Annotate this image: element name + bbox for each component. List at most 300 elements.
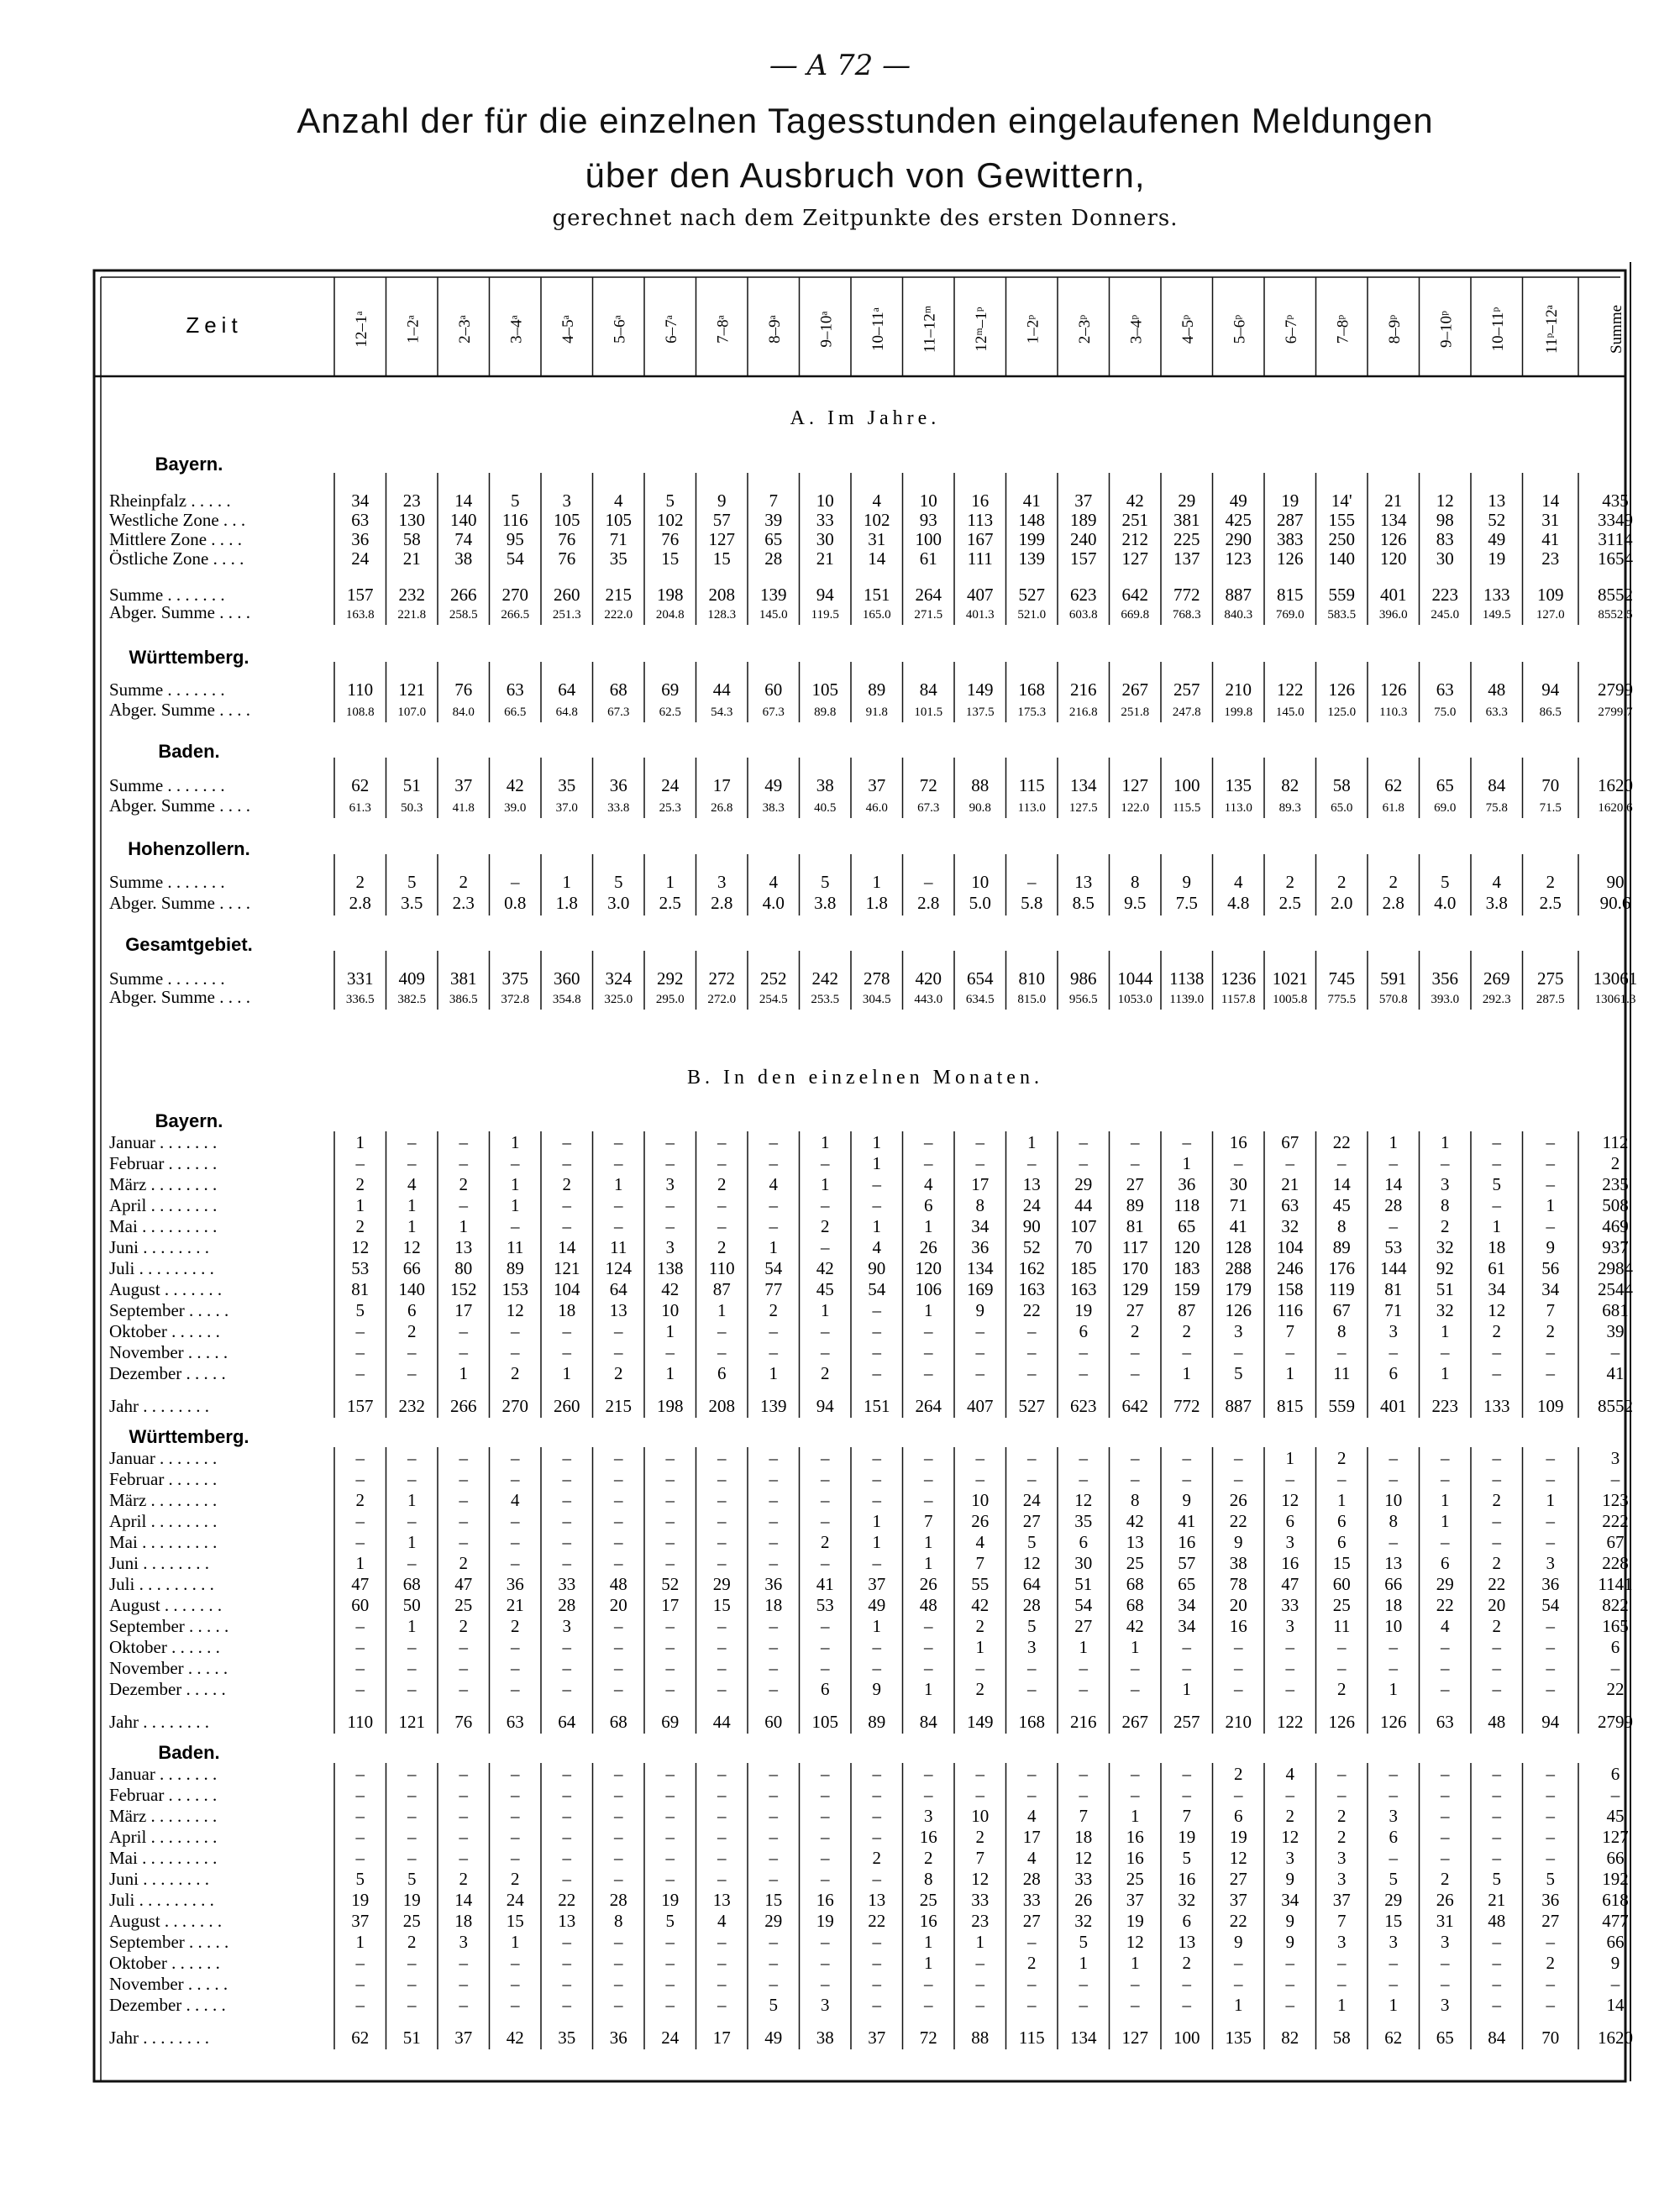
table-cell: 52 [661,1574,680,1594]
table-cell: 375 [501,968,528,989]
table-cell: 1 [511,1174,520,1194]
table-cell: 37 [868,2028,886,2048]
table-cell: 443.0 [914,993,943,1006]
table-cell: 1 [355,1132,365,1152]
table-cell: 264 [915,585,942,605]
table-cell: 41 [1178,1511,1196,1531]
table-cell: 149.5 [1482,608,1511,622]
table-cell: – [975,1658,984,1678]
table-cell: – [562,1448,571,1468]
table-cell: 5 [1079,1932,1088,1952]
table-cell: – [821,1785,830,1805]
table-cell: 642 [1121,1396,1148,1416]
table-cell: 32 [1436,1237,1454,1257]
table-cell: – [1182,1469,1191,1489]
column-header: 9–10ᵃ [817,311,836,348]
table-cell: 39 [1606,1321,1625,1341]
table-cell: 2 [1441,1216,1450,1236]
table-cell: 1 [821,1174,830,1194]
table-cell: 5 [1492,1174,1501,1194]
row-label: Oktober . . . . . . [109,1637,220,1657]
table-cell: 165 [1602,1616,1629,1636]
table-cell: – [924,1342,933,1362]
column-header: 11–12ᵐ [921,305,939,354]
table-cell: – [975,1785,984,1805]
table-cell: 4 [614,491,623,511]
table-cell: 95 [506,529,524,549]
row-label: November . . . . . [109,1342,228,1362]
table-cell: – [1182,1764,1191,1784]
table-cell: 3 [459,1932,468,1952]
table-cell: 62 [1384,2028,1403,2048]
table-cell: 212 [1121,529,1148,549]
table-cell: – [614,1679,623,1699]
table-cell: – [511,872,520,892]
table-cell: 33 [816,510,834,530]
table-cell: 34 [351,491,370,511]
table-cell: 25.3 [659,801,681,815]
table-cell: 88 [971,775,990,795]
table-cell: 37 [1074,491,1093,511]
table-cell: 4 [1492,872,1501,892]
table-cell: – [1234,1785,1243,1805]
table-cell: – [562,1342,571,1362]
table-cell: – [975,1342,984,1362]
row-label: Oktober . . . . . . [109,1321,220,1341]
table-cell: – [614,1448,623,1468]
table-cell: – [1337,1953,1347,1973]
table-cell: 508 [1602,1195,1629,1215]
table-cell: 18 [1488,1237,1506,1257]
table-cell: – [1492,1658,1501,1678]
table-cell: 89 [506,1258,524,1278]
table-cell: – [614,1974,623,1994]
table-cell: – [1546,1342,1555,1362]
table-cell: – [1182,1974,1191,1994]
table-cell: 2.0 [1331,893,1353,913]
table-cell: 9 [1610,1953,1620,1973]
table-cell: 1 [665,1363,675,1383]
table-cell: 266 [450,1396,477,1416]
table-cell: 6 [1337,1532,1347,1552]
table-cell: – [717,1974,727,1994]
table-cell: – [1285,1995,1294,2015]
table-cell: – [614,1342,623,1362]
table-cell: – [1027,1342,1037,1362]
table-cell: 67 [1606,1532,1625,1552]
table-cell: – [1546,1153,1555,1173]
table-cell: 336.5 [345,993,375,1006]
table-cell: – [1492,1679,1501,1699]
table-cell: 24 [351,548,370,569]
table-cell: – [407,1448,417,1468]
table-cell: – [1234,1342,1243,1362]
table-cell: – [1131,1469,1140,1489]
table-cell: 210 [1225,1712,1252,1732]
table-cell: – [1492,1932,1501,1952]
table-cell: – [459,1764,468,1784]
table-cell: 145.0 [1275,706,1305,719]
table-cell: – [562,1785,571,1805]
table-cell: 127.0 [1536,608,1565,622]
table-cell: – [924,1321,933,1341]
table-cell: 2 [1389,872,1398,892]
table-cell: – [1441,1448,1450,1468]
table-cell: – [975,1321,984,1341]
table-cell: 19 [816,1911,834,1931]
table-cell: 36 [1541,1574,1560,1594]
table-cell: 27 [1022,1911,1041,1931]
table-cell: – [1027,1363,1037,1383]
table-cell: 106 [915,1279,942,1299]
table-cell: 37 [868,1574,886,1594]
table-cell: 1 [717,1300,727,1320]
table-cell: 170 [1121,1258,1148,1278]
table-cell: 1 [1441,1132,1450,1152]
table-cell: 84 [1488,775,1506,795]
table-cell: 27 [1022,1511,1041,1531]
table-cell: 45 [1332,1195,1351,1215]
table-cell: – [562,1679,571,1699]
table-cell: – [1546,1785,1555,1805]
table-cell: 36 [764,1574,783,1594]
part-b-title: B. In den einzelnen Monaten. [687,1067,1043,1089]
table-cell: – [717,1785,727,1805]
table-cell: 8 [1441,1195,1450,1215]
table-cell: – [1546,1448,1555,1468]
table-cell: 16 [816,1890,834,1910]
table-cell: 772 [1173,1396,1200,1416]
table-cell: 2.8 [1382,893,1404,913]
table-cell: 36 [1541,1890,1560,1910]
table-cell: 90 [1022,1216,1041,1236]
table-cell: 63 [506,1712,524,1732]
table-cell: 7 [1546,1300,1555,1320]
table-cell: – [665,1342,675,1362]
table-cell: 2984 [1598,1258,1633,1278]
table-cell: 5 [1492,1869,1501,1889]
table-cell: 128.3 [707,608,737,622]
table-cell: 44 [712,1712,731,1732]
table-cell: – [355,1469,365,1489]
table-cell: 53 [816,1595,834,1615]
table-cell: 35 [558,2028,576,2048]
table-cell: – [407,1806,417,1826]
table-cell: 26 [971,1511,990,1531]
table-cell: 23 [1541,548,1560,569]
table-cell: 23 [402,491,421,511]
table-cell: 1 [355,1553,365,1573]
table-cell: – [1441,1806,1450,1826]
table-cell: 3 [1337,1932,1347,1952]
table-cell: 654 [967,968,994,989]
table-cell: – [1285,1658,1294,1678]
table-cell: – [1337,1785,1347,1805]
table-cell: – [1027,872,1037,892]
table-cell: 5 [1389,1869,1398,1889]
table-cell: 4 [1027,1848,1037,1868]
table-cell: – [562,1658,571,1678]
table-cell: 9 [1546,1237,1555,1257]
table-cell: 5 [614,872,623,892]
table-cell: 8 [1389,1511,1398,1531]
table-cell: 126 [1380,529,1407,549]
table-cell: 14 [1541,491,1560,511]
table-cell: 1236 [1221,968,1257,989]
table-cell: 382.5 [397,993,427,1006]
table-cell: 669.8 [1121,608,1150,622]
table-cell: – [562,1553,571,1573]
table-cell: 58 [1332,775,1351,795]
table-cell: – [769,1195,778,1215]
table-cell: 36 [351,529,370,549]
table-cell: 30 [1436,548,1454,569]
table-cell: – [665,1995,675,2015]
table-cell: 54 [1074,1595,1093,1615]
table-cell: 1 [1131,1637,1140,1657]
table-cell: 80 [454,1258,473,1278]
table-cell: 74 [454,529,473,549]
table-cell: 409 [398,968,425,989]
table-cell: – [975,1363,984,1383]
table-cell: 17 [971,1174,990,1194]
table-cell: – [717,1827,727,1847]
table-cell: – [1492,1995,1501,2015]
table-cell: 5.0 [969,893,991,913]
table-cell: 1 [665,872,675,892]
table-cell: 295.0 [655,993,685,1006]
table-cell: 20 [609,1595,627,1615]
table-cell: 6 [924,1195,933,1215]
table-cell: 2.8 [349,893,371,913]
table-cell: – [1441,1469,1450,1489]
table-cell: 5 [769,1995,778,2015]
table-cell: 331 [347,968,374,989]
table-cell: – [562,1995,571,2015]
row-label: Rheinpfalz . . . . . [109,491,231,511]
table-cell: 51 [1436,1279,1454,1299]
table-cell: 13 [868,1890,886,1910]
table-cell: 8 [1337,1216,1347,1236]
table-cell: 38.3 [762,801,785,815]
table-cell: 2.8 [711,893,733,913]
table-cell: 105 [605,510,632,530]
column-header: 5–6ᵃ [611,315,629,344]
table-cell: 10 [971,1806,990,1826]
table-cell: – [1131,1974,1140,1994]
table-cell: 61 [919,548,937,569]
table-cell: – [1546,1637,1555,1657]
table-cell: – [717,1616,727,1636]
table-cell: 2 [1337,1806,1347,1826]
table-cell: 16 [1229,1616,1247,1636]
table-cell: 3 [717,872,727,892]
table-cell: 1 [975,1637,984,1657]
table-cell: – [1337,1469,1347,1489]
table-cell: – [872,1174,881,1194]
table-cell: 1.8 [865,893,888,913]
column-header: 4–5ᵃ [559,315,577,344]
table-cell: – [872,1553,881,1573]
table-cell: 92 [1436,1258,1454,1278]
table-cell: 20 [1488,1595,1506,1615]
table-cell: 2 [1027,1953,1037,1973]
table-cell: 216 [1070,1712,1097,1732]
table-cell: – [821,1764,830,1784]
table-cell: – [614,1953,623,1973]
table-cell: 1 [1546,1195,1555,1215]
page-subtitle: gerechnet nach dem Zeitpunkte des ersten Donners. [552,206,1179,231]
table-cell: 570.8 [1378,993,1408,1006]
table-cell: – [924,1448,933,1468]
table-cell: 14 [868,548,886,569]
row-label: März . . . . . . . . [109,1806,218,1826]
table-cell: 14 [454,1890,473,1910]
table-cell: – [1285,1679,1294,1699]
table-cell: – [821,1827,830,1847]
table-cell: 4 [1027,1806,1037,1826]
table-cell: 109 [1537,585,1564,605]
table-cell: – [562,1321,571,1341]
table-cell: 28 [609,1890,627,1910]
table-cell: 1 [924,1300,933,1320]
table-cell: – [1079,1974,1088,1994]
table-cell: 272 [708,968,735,989]
table-cell: 210 [1225,679,1252,700]
table-cell: 68 [1126,1595,1144,1615]
table-cell: – [407,1974,417,1994]
table-cell: – [975,1764,984,1784]
table-cell: 28 [1022,1595,1041,1615]
table-cell: 33 [1074,1869,1093,1889]
table-cell: 11 [1333,1616,1351,1636]
table-cell: 204.8 [655,608,685,622]
table-cell: – [769,1932,778,1952]
column-header: 7–8ᵃ [714,315,732,344]
row-label: August . . . . . . . [109,1595,223,1615]
table-cell: – [717,1511,727,1531]
table-cell: 105 [554,510,580,530]
table-cell: 14' [1331,491,1352,511]
row-label: Summe . . . . . . . [109,679,225,700]
table-cell: 3 [1546,1553,1555,1573]
table-cell: 1 [1492,1216,1501,1236]
table-cell: 31 [1541,510,1560,530]
table-cell: – [511,1848,520,1868]
table-cell: 185 [1070,1258,1097,1278]
row-label: Februar . . . . . . [109,1469,218,1489]
table-cell: 13 [1488,491,1506,511]
row-label: Abger. Summe . . . . [109,602,250,622]
table-cell: 1 [1027,1132,1037,1152]
table-cell: – [769,1806,778,1826]
table-cell: – [459,1827,468,1847]
table-cell: 76 [558,548,576,569]
table-cell: – [665,1953,675,1973]
table-cell: 2 [511,1363,520,1383]
table-cell: – [1492,1637,1501,1657]
table-cell: – [872,1195,881,1215]
table-cell: – [614,1658,623,1678]
table-cell: – [924,1764,933,1784]
table-cell: 2.3 [452,893,475,913]
table-cell: 130 [398,510,425,530]
table-cell: 12 [1022,1553,1041,1573]
table-cell: 124 [605,1258,632,1278]
table-cell: 2 [459,1869,468,1889]
row-label: Juni . . . . . . . . [109,1237,210,1257]
table-cell: 775.5 [1327,993,1357,1006]
table-cell: 223 [1431,585,1458,605]
table-cell: 591 [1380,968,1407,989]
table-cell: 1044 [1117,968,1153,989]
table-cell: 1 [511,1195,520,1215]
table-cell: – [665,1827,675,1847]
table-cell: 12 [1074,1490,1093,1510]
table-cell: – [924,1616,933,1636]
table-cell: 3349 [1598,510,1633,530]
table-cell: 7 [975,1553,984,1573]
table-cell: 22 [1332,1132,1351,1152]
table-cell: – [355,1806,365,1826]
table-cell: – [717,1953,727,1973]
table-cell: 105 [811,679,838,700]
table-cell: 2 [975,1679,984,1699]
table-cell: – [1389,1448,1398,1468]
table-cell: – [459,1953,468,1973]
row-label: Abger. Summe . . . . [109,893,250,913]
table-cell: 22 [868,1911,886,1931]
table-cell: 104 [1277,1237,1304,1257]
table-cell: 6 [407,1300,417,1320]
table-cell: – [665,1153,675,1173]
column-header: 6–7ᵃ [662,315,680,344]
table-cell: 38 [816,775,834,795]
table-cell: 47 [351,1574,370,1594]
table-cell: 4 [407,1174,417,1194]
table-cell: 14 [1384,1174,1403,1194]
table-cell: 6 [717,1363,727,1383]
table-cell: – [1337,1153,1347,1173]
table-cell: – [562,1195,571,1215]
table-cell: 12 [506,1300,524,1320]
table-cell: 37 [868,775,886,795]
table-cell: 1 [924,1216,933,1236]
row-label: Januar . . . . . . . [109,1132,218,1152]
table-cell: 275 [1537,968,1564,989]
table-cell: – [821,1448,830,1468]
table-cell: – [1546,1616,1555,1636]
table-cell: 34 [1488,1279,1506,1299]
table-cell: 1 [924,1932,933,1952]
table-cell: – [975,1132,984,1152]
table-cell: 1 [407,1216,417,1236]
row-label: Östliche Zone . . . . [109,548,244,569]
table-cell: 148 [1018,510,1045,530]
table-cell: – [459,1806,468,1826]
table-cell: 29 [1436,1574,1454,1594]
table-cell: 1 [769,1237,778,1257]
table-cell: 29 [1074,1174,1093,1194]
table-cell: – [872,1300,881,1320]
table-cell: – [1546,1532,1555,1552]
table-cell: 140 [450,510,477,530]
table-cell: 222.0 [604,608,633,622]
table-cell: 101.5 [914,706,943,719]
table-cell: – [1492,1806,1501,1826]
table-cell: – [821,1342,830,1362]
table-cell: 33 [971,1890,990,1910]
